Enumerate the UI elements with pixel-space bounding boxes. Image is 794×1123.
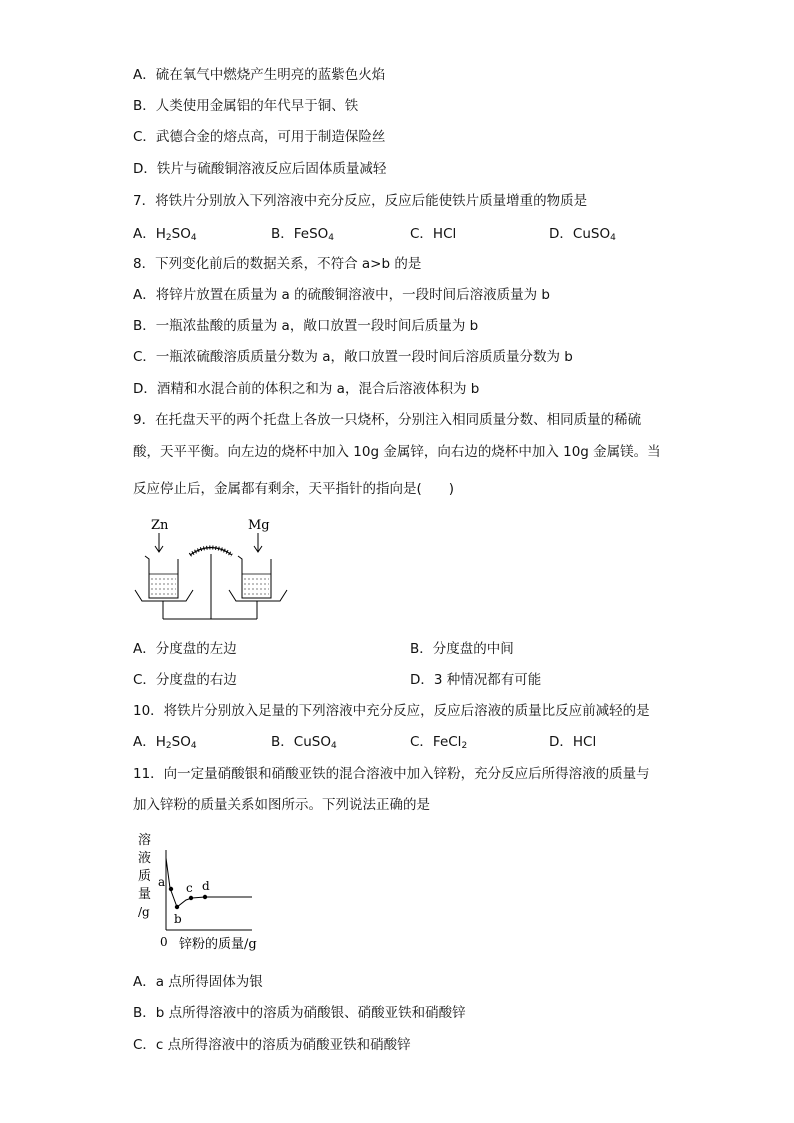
solution-mass-graph bbox=[130, 828, 280, 956]
y-label-char: 量 bbox=[138, 887, 152, 902]
mg-label: Mg bbox=[248, 518, 270, 533]
q6-option-b: B．人类使用金属铝的年代早于铜、铁 bbox=[133, 98, 359, 114]
point-b-label: b bbox=[174, 912, 182, 926]
point-d bbox=[203, 895, 207, 899]
q7-option-a: A．$H_2SO_4$ bbox=[133, 226, 197, 243]
q7-option-d: D．CuSO$_4$ bbox=[549, 226, 616, 243]
point-a-label: a bbox=[158, 875, 166, 889]
balance-diagram bbox=[130, 512, 300, 624]
q8-option-d: D．酒精和水混合前的体积之和为 a，混合后溶液体积为 b bbox=[133, 381, 480, 397]
q11-stem-line1: 11．向一定量硝酸银和硝酸亚铁的混合溶液中加入锌粉，充分反应后所得溶液的质量与 bbox=[133, 766, 650, 782]
left-pan bbox=[135, 590, 193, 601]
right-beaker bbox=[238, 556, 271, 598]
q9-option-b: B．分度盘的中间 bbox=[410, 641, 514, 657]
q10-option-c: C．FeCl$_2$ bbox=[410, 734, 468, 751]
y-label-char: 溶 bbox=[138, 833, 152, 848]
y-label-char: 液 bbox=[138, 851, 152, 866]
q9-option-c: C．分度盘的右边 bbox=[133, 672, 237, 688]
q8-option-c: C．一瓶浓硫酸溶质质量分数为 a，敞口放置一段时间后溶质质量分数为 b bbox=[133, 349, 573, 365]
right-pan bbox=[229, 590, 287, 601]
q7-stem: 7．将铁片分别放入下列溶液中充分反应，反应后能使铁片质量增重的物质是 bbox=[133, 193, 588, 209]
q8-option-a: A．将锌片放置在质量为 a 的硫酸铜溶液中，一段时间后溶液质量为 b bbox=[133, 287, 550, 303]
q11-option-b: B．b 点所得溶液中的溶质为硝酸银、硝酸亚铁和硝酸锌 bbox=[133, 1005, 466, 1021]
q9-option-a: A．分度盘的左边 bbox=[133, 641, 237, 657]
y-unit: /g bbox=[138, 905, 150, 919]
q7-option-c: C．HCl bbox=[410, 226, 457, 242]
q10-option-a: A．$H_2SO_4$ bbox=[133, 734, 197, 751]
q9-stem-line1: 9．在托盘天平的两个托盘上各放一只烧杯，分别注入相同质量分数、相同质量的稀硫 bbox=[133, 412, 642, 428]
q9-stem-line3: 反应停止后，金属都有剩余，天平指针的指向是( ) bbox=[133, 481, 455, 497]
q7-option-b: B．FeSO$_4$ bbox=[271, 226, 335, 243]
q10-stem: 10．将铁片分别放入足量的下列溶液中充分反应，反应后溶液的质量比反应前减轻的是 bbox=[133, 703, 650, 719]
q6-option-d: D．铁片与硫酸铜溶液反应后固体质量减轻 bbox=[133, 161, 387, 177]
q10-option-d: D．HCl bbox=[549, 734, 597, 750]
x-axis-label: 锌粉的质量/g bbox=[179, 937, 257, 952]
scale-dial bbox=[190, 548, 232, 556]
q6-option-a: A．硫在氧气中燃烧产生明亮的蓝紫色火焰 bbox=[133, 67, 386, 83]
point-a bbox=[169, 887, 173, 891]
left-beaker bbox=[145, 556, 178, 598]
point-c bbox=[189, 896, 193, 900]
y-label-char: 质 bbox=[138, 869, 152, 884]
q11-option-a: A．a 点所得固体为银 bbox=[133, 974, 263, 990]
q8-stem: 8．下列变化前后的数据关系，不符合 a>b 的是 bbox=[133, 256, 422, 272]
point-b bbox=[175, 905, 179, 909]
q6-option-c: C．武德合金的熔点高，可用于制造保险丝 bbox=[133, 129, 386, 145]
q11-stem-line2: 加入锌粉的质量关系如图所示。下列说法正确的是 bbox=[133, 797, 430, 813]
q10-option-b: B．CuSO$_4$ bbox=[271, 734, 337, 751]
q9-stem-line2: 酸，天平平衡。向左边的烧杯中加入 10g 金属锌，向右边的烧杯中加入 10g 金属镁。当 bbox=[133, 444, 661, 460]
q11-option-c: C．c 点所得溶液中的溶质为硝酸亚铁和硝酸锌 bbox=[133, 1037, 411, 1053]
q8-option-b: B．一瓶浓盐酸的质量为 a，敞口放置一段时间后质量为 b bbox=[133, 318, 479, 334]
point-d-label: d bbox=[202, 879, 210, 893]
origin-label: 0 bbox=[160, 935, 168, 949]
point-c-label: c bbox=[186, 881, 193, 895]
zn-label: Zn bbox=[151, 518, 169, 533]
q9-option-d: D．3 种情况都有可能 bbox=[410, 672, 542, 688]
